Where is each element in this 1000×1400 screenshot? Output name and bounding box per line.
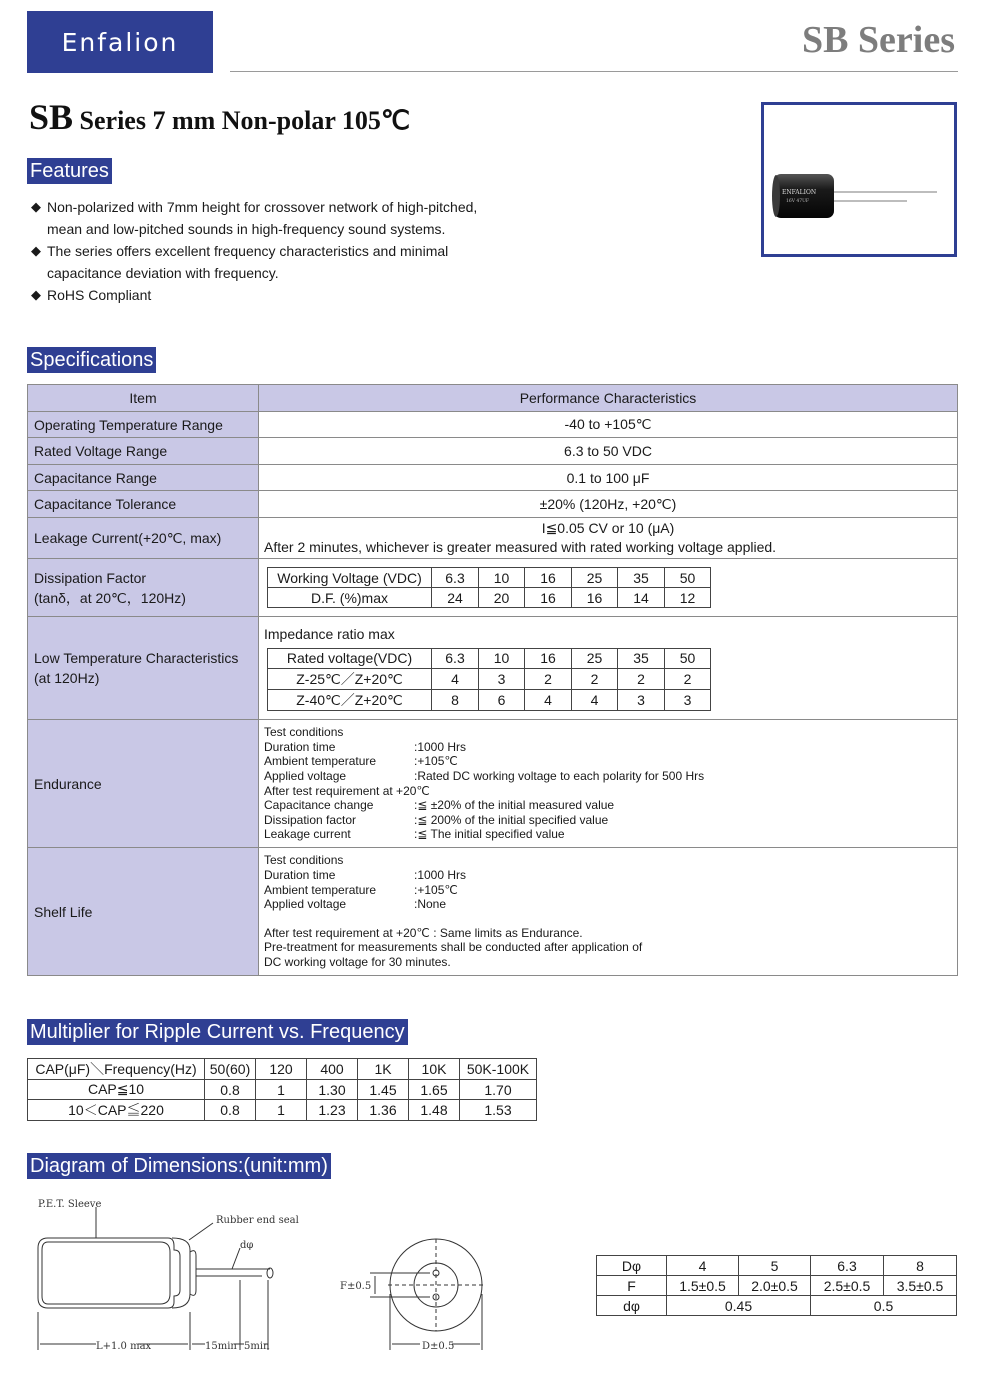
cell: 16 [572,588,618,608]
cell: 5 [739,1256,811,1276]
leakage-note: After 2 minutes, whichever is greater measured with rated working voltage applied. [264,539,777,555]
endurance-line: After test requirement at +20℃ [264,783,430,798]
cell: 8 [884,1256,957,1276]
label-lead-diameter: dφ [240,1240,254,1251]
cell: F [597,1276,667,1296]
cell: 3 [665,689,711,710]
cell: 0.8 [205,1080,256,1100]
shelf-line [264,897,952,912]
cell: 24 [432,588,479,608]
table-row [28,617,958,720]
endurance-value: :Rated DC working voltage to each polarity for 500 Hrs [414,768,705,783]
cell: CAP≦10 [28,1080,205,1100]
endurance-line [264,827,952,842]
label-5min: 5min [244,1341,270,1352]
series-heading: SB Series [801,19,955,61]
cell: 25 [572,648,618,668]
cell: 1 [256,1080,307,1100]
dimension-drawing [0,1190,580,1360]
cell: 50 [665,648,711,668]
row-value [259,848,958,976]
shelf-line [264,868,952,883]
label-rubber-seal: Rubber end seal [216,1215,299,1226]
leakage-formula: I≦0.05 CV or 10 (μA) [541,520,675,536]
endurance-key: Leakage current [264,827,351,842]
table-row [28,720,958,848]
cell: 1.23 [307,1100,358,1121]
cell: 4 [525,689,572,710]
page-title-rest: Series 7 mm Non-polar 105℃ [73,106,411,135]
cell: 1.48 [409,1100,460,1121]
cell: 1 [256,1100,307,1121]
cell: 4 [667,1256,739,1276]
shelf-value: :1000 Hrs [414,868,467,883]
cell: 16 [525,588,572,608]
page-title-series: SB [29,97,74,137]
cell: 35 [618,568,665,588]
shelf-line: Test conditions [264,853,344,868]
cell: 2.5±0.5 [811,1276,884,1296]
row-label: Rated Voltage Range [28,438,259,465]
row-value: 6.3 to 50 VDC [259,438,958,465]
table-row [28,1080,537,1100]
cell: 10 [479,648,525,668]
impedance-z40-row [268,689,711,710]
cell: 2.0±0.5 [739,1276,811,1296]
cell: 50(60) [205,1059,256,1080]
cell: Rated voltage(VDC) [268,648,432,668]
cell: 3 [618,689,665,710]
endurance-value: :+105℃ [414,754,458,769]
row-label [28,617,259,720]
specifications-heading: Specifications [27,347,156,373]
table-row [28,559,958,617]
shelf-key: Ambient temperature [264,882,377,897]
cell: 1.70 [460,1080,537,1100]
cell: 3 [479,668,525,689]
shelf-value: :None [414,897,447,912]
row-value: 0.1 to 100 μF [259,465,958,491]
endurance-key: Applied voltage [264,768,347,783]
endurance-line [264,754,952,769]
endurance-key: Dissipation factor [264,812,357,827]
endurance-key: Capacitance change [264,798,374,813]
table-header-row [28,385,958,412]
feature-item: ◆ The series offers excellent frequency characteristics and minimal capacitance deviation with frequency. [31,240,511,284]
table-row [28,412,958,438]
capacitor-image [764,105,954,254]
cell: 120 [256,1059,307,1080]
cell: 2 [572,668,618,689]
endurance-value: :1000 Hrs [414,739,467,754]
row-label [28,559,259,617]
table-row [28,465,958,491]
cell: 25 [572,568,618,588]
row-label: Operating Temperature Range [28,412,259,438]
row-value [259,720,958,848]
cell: 6 [479,689,525,710]
table-row [28,491,958,518]
df-table [267,567,711,608]
endurance-line [264,813,952,828]
impedance-z25-row [268,668,711,689]
cell: 16 [525,648,572,668]
dimensions-table [596,1255,957,1316]
cell: dφ [597,1296,667,1316]
cell: 2 [665,668,711,689]
header-item: Item [28,385,259,412]
cell: 0.45 [667,1296,811,1316]
shelf-key: Duration time [264,868,336,883]
shelf-value: :+105℃ [414,882,458,897]
endurance-key: Ambient temperature [264,754,377,769]
cell: 4 [572,689,618,710]
cell: 20 [479,588,525,608]
feature-item: ◆ RoHS Compliant [31,284,511,306]
endurance-line [264,798,952,813]
cell: 1.5±0.5 [667,1276,739,1296]
cell: 1.65 [409,1080,460,1100]
cell: 8 [432,689,479,710]
label-lead-spacing: F±0.5 [340,1281,372,1292]
cell: 0.5 [811,1296,957,1316]
cell: Z-25℃／Z+20℃ [268,668,432,689]
feature-item: ◆ Non-polarized with 7mm height for crossover network of high-pitched, mean and low-pitched sounds in high-frequency sound systems. [31,196,511,240]
table-row [28,848,958,976]
lowtemp-label-condition: (at 120Hz) [34,670,100,686]
cell: Dφ [597,1256,667,1276]
cell: 1.36 [358,1100,409,1121]
cell: 3.5±0.5 [884,1276,957,1296]
cell: 14 [618,588,665,608]
endurance-value: :≦ ±20% of the initial measured value [414,798,615,813]
table-row [28,1100,537,1121]
specifications-table [27,384,958,976]
cell: 35 [618,648,665,668]
impedance-caption: Impedance ratio max [264,625,395,642]
cell: 10＜CAP≦220 [28,1100,205,1121]
header-performance: Performance Characteristics [259,385,958,412]
table-row [28,438,958,465]
row-value [259,559,958,617]
ripple-table [27,1058,537,1121]
cell: 2 [525,668,572,689]
table-row [597,1276,957,1296]
label-diameter: D±0.5 [422,1341,455,1352]
cell: 6.3 [432,648,479,668]
cell: 12 [665,588,711,608]
cell: 10K [409,1059,460,1080]
impedance-voltage-row [268,648,711,668]
table-row [28,518,958,559]
df-label-condition: (tanδ，at 20℃，120Hz) [34,589,186,606]
cell: 6.3 [432,568,479,588]
cell: 1.45 [358,1080,409,1100]
impedance-table [267,648,711,711]
capacitor-print: ENFALION [782,189,817,196]
shelf-line: DC working voltage for 30 minutes. [264,954,451,969]
table-row [597,1296,957,1316]
df-label: Dissipation Factor [34,569,147,586]
row-value [259,617,958,720]
ripple-heading: Multiplier for Ripple Current vs. Frequency [27,1019,408,1045]
shelf-key: Applied voltage [264,897,347,912]
product-photo [761,102,957,257]
cell: 1.30 [307,1080,358,1100]
cell: 50 [665,568,711,588]
row-value: ±20% (120Hz, +20℃) [259,491,958,518]
row-label: Capacitance Tolerance [28,491,259,518]
cell: 1.53 [460,1100,537,1121]
cell: 0.8 [205,1100,256,1121]
table-row [597,1256,957,1276]
page-title [29,96,410,138]
features-list [31,196,511,306]
lowtemp-label: Low Temperature Characteristics [34,650,239,666]
endurance-value: :≦ The initial specified value [414,827,565,842]
cell: Working Voltage (VDC) [268,568,432,588]
endurance-value: :≦ 200% of the initial specified value [414,812,609,827]
cell: 1K [358,1059,409,1080]
row-label: Leakage Current(+20℃, max) [28,518,259,559]
endurance-line [264,769,952,784]
cell: D.F. (%)max [268,588,432,608]
label-sleeve: P.E.T. Sleeve [38,1199,102,1210]
spacer [264,912,952,926]
shelf-line: Pre-treatment for measurements shall be conducted after application of [264,940,643,955]
cell: 6.3 [811,1256,884,1276]
cell: 16 [525,568,572,588]
ripple-header-row [28,1059,537,1080]
label-15min: 15min [205,1341,237,1352]
cell: Z-40℃／Z+20℃ [268,689,432,710]
cell: 50K-100K [460,1059,537,1080]
df-voltage-row [268,568,711,588]
row-label: Shelf Life [28,848,259,976]
endurance-line [264,740,952,755]
label-length: L+1.0 max [96,1341,152,1352]
row-label: Capacitance Range [28,465,259,491]
row-label: Endurance [28,720,259,848]
cell: 400 [307,1059,358,1080]
endurance-key: Duration time [264,739,336,754]
header-divider [230,71,958,72]
capacitor-print-rating: 16V 47UF [786,199,810,204]
cell: 4 [432,668,479,689]
row-value: -40 to +105℃ [259,412,958,438]
features-heading: Features [27,158,112,184]
cell: 10 [479,568,525,588]
cell: 2 [618,668,665,689]
dimensions-heading: Diagram of Dimensions:(unit:mm) [27,1153,331,1179]
endurance-line: Test conditions [264,725,344,740]
shelf-line [264,883,952,898]
cell: CAP(μF)＼Frequency(Hz) [28,1059,205,1080]
df-value-row [268,588,711,608]
brand-logo: Enfalion [27,11,213,73]
shelf-line: After test requirement at +20℃ : Same limits as Endurance. [264,925,583,940]
row-value [259,518,958,559]
